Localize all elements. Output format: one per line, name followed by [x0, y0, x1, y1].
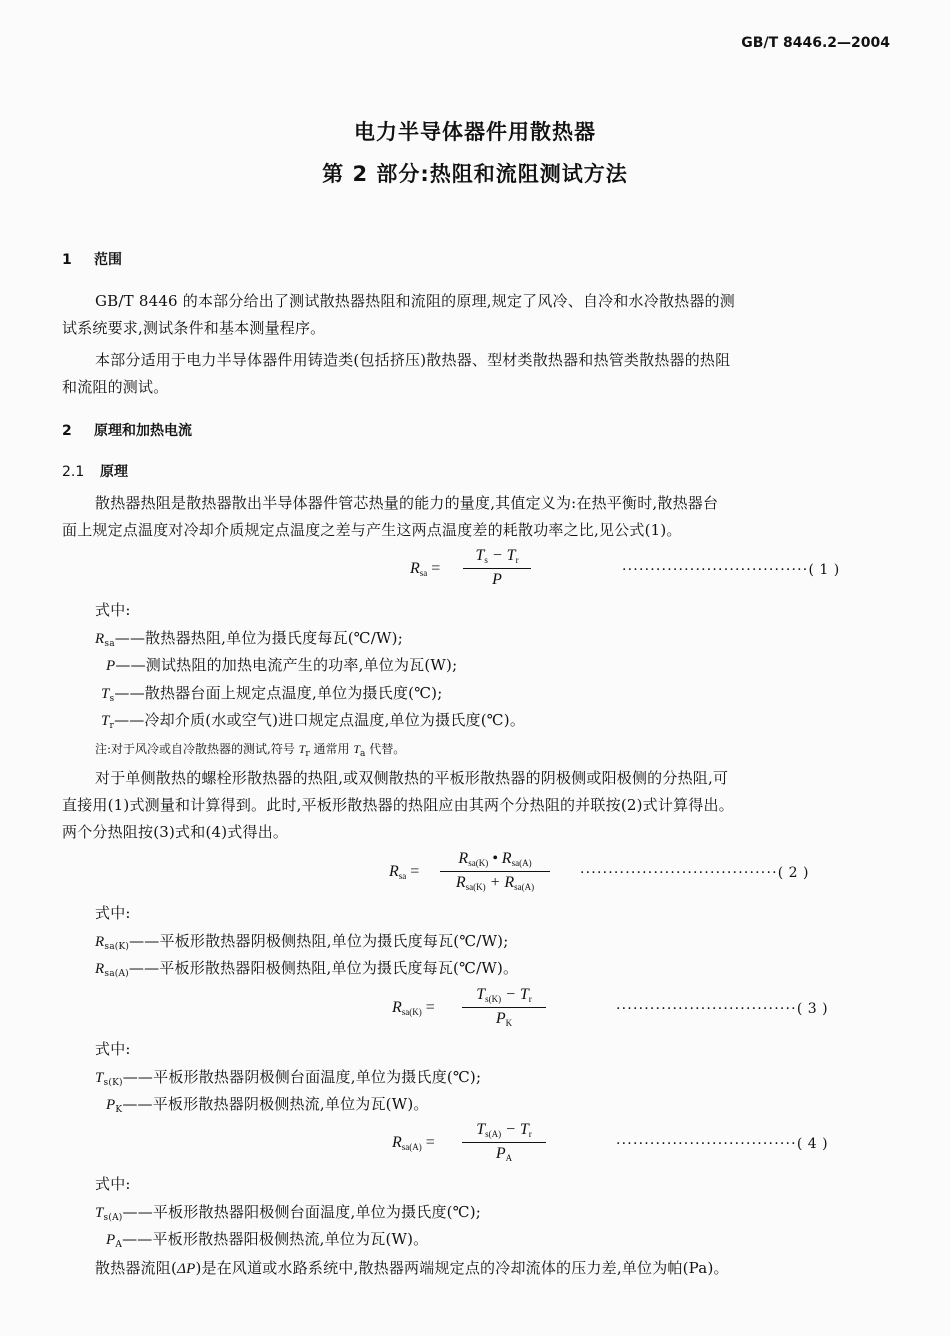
section-number: 2.1 [62, 464, 85, 480]
equation-1-number: ·································( 1 ) [622, 562, 840, 578]
definition-item: $R_{sa}——$散热器热阻,单位为摄氏度每瓦(℃/W); [95, 629, 403, 649]
paragraph-line: 和流阻的测试。 [62, 378, 169, 396]
section-title: 原理和加热电流 [94, 423, 192, 439]
equation-3-fraction [462, 987, 546, 1031]
section-2-1-heading [62, 465, 128, 479]
equation-3-number: ································( 3 ) [616, 1001, 829, 1017]
where-label: 式中: [95, 1040, 131, 1058]
section-title: 范围 [94, 252, 122, 268]
fraction-bar [463, 568, 531, 569]
equation-2-fraction [440, 851, 550, 895]
denominator: $P_K$ [495, 1010, 513, 1028]
paragraph-line: GB/T 8446 的本部分给出了测试散热器热阻和流阻的原理,规定了风冷、自冷和水冷散热器的测 [95, 292, 735, 310]
paragraph-line: 直接用(1)式测量和计算得到。此时,平板形散热器的热阻应由其两个分热阻的并联按(2)式计算得出。 [62, 796, 734, 814]
section-number: 2 [62, 423, 72, 439]
denominator: P [492, 571, 502, 588]
numerator: $T_{s(K)} - T_r$ [476, 986, 532, 1004]
denominator: $P_A$ [495, 1145, 513, 1163]
page-title: 电力半导体器件用散热器 [354, 120, 596, 144]
where-label: 式中: [95, 904, 131, 922]
standard-number: GB/T 8446.2—2004 [741, 35, 890, 51]
where-label: 式中: [95, 1175, 131, 1193]
section-title: 原理 [100, 464, 128, 480]
paragraph-line: 面上规定点温度对冷却介质规定点温度之差与产生这两点温度差的耗散功率之比,见公式(1)。 [62, 521, 682, 539]
paragraph-line: 两个分热阻按(3)式和(4)式得出。 [62, 823, 289, 841]
paragraph-line: 对于单侧散热的螺栓形散热器的热阻,或双侧散热的平板形散热器的阴极侧或阳极侧的分热阻,可 [95, 769, 729, 787]
equation-4-fraction [462, 1122, 546, 1166]
definition-item: P——测试热阻的加热电流产生的功率,单位为瓦(W); [106, 656, 458, 674]
equation-4-lhs: $R_{sa(A)}$ = [392, 1134, 435, 1152]
paragraph-line: 本部分适用于电力半导体器件用铸造类(包括挤压)散热器、型材类散热器和热管类散热器的热阻 [95, 351, 731, 369]
definition-item: $T_r——$冷却介质(水或空气)进口规定点温度,单位为摄氏度(℃)。 [101, 711, 526, 731]
fraction-bar [462, 1142, 546, 1143]
numerator: $T_s - T_r$ [475, 547, 519, 565]
equation-4-number: ································( 4 ) [616, 1136, 829, 1152]
definition-item: $R_{sa(K)}——$平板形散热器阴极侧热阻,单位为摄氏度每瓦(℃/W); [95, 932, 509, 952]
equation-3-lhs: $R_{sa(K)}$ = [392, 999, 435, 1017]
definition-item: $T_{s(A)}——$平板形散热器阳极侧台面温度,单位为摄氏度(℃); [95, 1203, 482, 1223]
section-number: 1 [62, 252, 72, 268]
fraction-bar [440, 871, 550, 872]
equation-1-lhs: $R_{sa}$ = [410, 560, 441, 578]
fraction-bar [462, 1007, 546, 1008]
page-subtitle: 第 2 部分:热阻和流阻测试方法 [322, 162, 628, 186]
section-1-heading [62, 253, 122, 267]
paragraph-line: 散热器热阻是散热器散出半导体器件管芯热量的能力的量度,其值定义为:在热平衡时,散热器台 [95, 494, 719, 512]
equation-2-number: ···································( 2 ) [580, 865, 809, 881]
denominator: $R_{sa(K)} + R_{sa(A)}$ [455, 874, 535, 892]
definition-item: $T_s——$散热器台面上规定点温度,单位为摄氏度(℃); [101, 684, 443, 704]
numerator: $R_{sa(K)}$ • $R_{sa(A)}$ [458, 850, 532, 868]
numerator: $T_{s(A)} - T_r$ [476, 1121, 532, 1139]
note: 注:对于风冷或自冷散热器的测试,符号 $T_r$ 通常用 $T_a$ 代替。 [95, 742, 406, 759]
where-label: 式中: [95, 601, 131, 619]
paragraph-line: 散热器流阻(ΔP)是在风道或水路系统中,散热器两端规定点的冷却流体的压力差,单位为帕(Pa)。 [95, 1259, 729, 1277]
definition-item: $T_{s(K)}——$平板形散热器阴极侧台面温度,单位为摄氏度(℃); [95, 1068, 482, 1088]
definition-item: $R_{sa(A)}——$平板形散热器阳极侧热阻,单位为摄氏度每瓦(℃/W)。 [95, 959, 519, 979]
equation-1-fraction [463, 548, 531, 592]
paragraph-line: 试系统要求,测试条件和基本测量程序。 [62, 319, 326, 337]
equation-2-lhs: $R_{sa}$ = [389, 863, 420, 881]
definition-item: $P_K——$平板形散热器阴极侧热流,单位为瓦(W)。 [106, 1095, 429, 1115]
definition-item: $P_A——$平板形散热器阳极侧热流,单位为瓦(W)。 [106, 1230, 429, 1250]
section-2-heading [62, 424, 192, 438]
